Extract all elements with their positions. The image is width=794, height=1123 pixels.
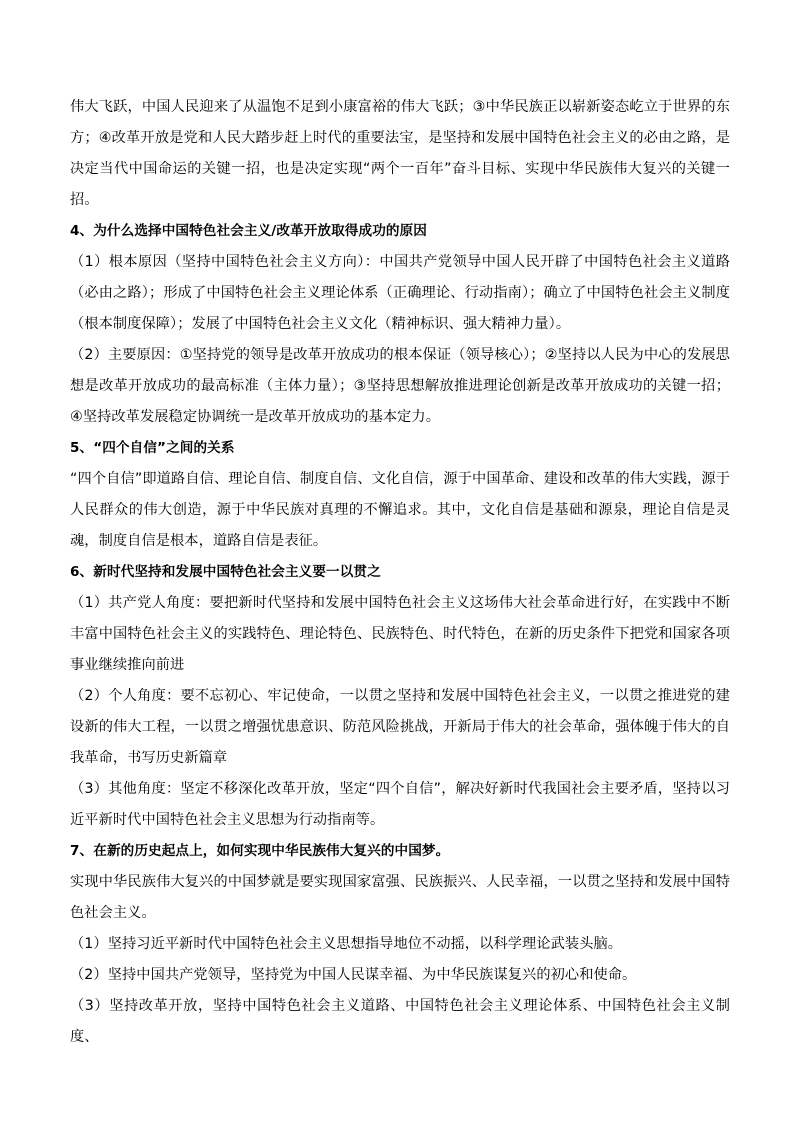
body-paragraph: （3）其他角度：坚定不移深化改革开放，坚定“四个自信”，解决好新时代我国社会主要矛盾，坚持以习近平新时代中国特色社会主义思想为行动指南等。 (70, 781, 730, 828)
section-heading-5: 5、“四个自信”之间的关系 (70, 440, 235, 456)
section-heading-4: 4、为什么选择中国特色社会主义/改革开放取得成功的原因 (70, 223, 427, 239)
body-paragraph: “四个自信”即道路自信、理论自信、制度自信、文化自信，源于中国革命、建设和改革的伟大实践，源于人民群众的伟大创造，源于中华民族对真理的不懈追求。其中，文化自信是基础和源泉，理论自信是灵魂，制度自信是根本，道路自信是表征。 (70, 471, 730, 549)
section-heading-7: 7、在新的历史起点上，如何实现中华民族伟大复兴的中国梦。 (70, 843, 450, 859)
body-paragraph: 实现中华民族伟大复兴的中国梦就是要实现国家富强、民族振兴、人民幸福，一以贯之坚持和发展中国特色社会主义。 (70, 874, 730, 921)
body-paragraph: （2）主要原因：①坚持党的领导是改革开放成功的根本保证（领导核心）；②坚持以人民为中心的发展思想是改革开放成功的最高标准（主体力量）；③坚持思想解放推进理论创新是改革开放成功的关键一招；④坚持改革发展稳定协调统一是改革开放成功的基本定力。 (70, 347, 730, 425)
section-heading-6: 6、新时代坚持和发展中国特色社会主义要一以贯之 (70, 564, 381, 580)
body-paragraph: （2）坚持中国共产党领导，坚持党为中国人民谋幸福、为中华民族谋复兴的初心和使命。 (70, 967, 637, 983)
body-paragraph: （2）个人角度：要不忘初心、牢记使命，一以贯之坚持和发展中国特色社会主义，一以贯之推进党的建设新的伟大工程，一以贯之增强忧患意识、防范风险挑战，开新局于伟大的社会革命，强体魄于伟大的自我革命，书写历史新篇章 (70, 688, 730, 766)
body-paragraph: （1）共产党人角度：要把新时代坚持和发展中国特色社会主义这场伟大社会革命进行好，在实践中不断丰富中国特色社会主义的实践特色、理论特色、民族特色、时代特色，在新的历史条件下把党和国家各项事业继续推向前进 (70, 595, 730, 673)
body-paragraph: （3）坚持改革开放，坚持中国特色社会主义道路、中国特色社会主义理论体系、中国特色社会主义制度、 (70, 998, 730, 1045)
body-paragraph: （1）根本原因（坚持中国特色社会主义方向）：中国共产党领导中国人民开辟了中国特色社会主义道路（必由之路）；形成了中国特色社会主义理论体系（正确理论、行动指南）；确立了中国特色社会主义制度（根本制度保障）；发展了中国特色社会主义文化（精神标识、强大精神力量）。 (70, 254, 730, 332)
document-page (70, 92, 730, 1053)
body-paragraph: 伟大飞跃，中国人民迎来了从温饱不足到小康富裕的伟大飞跃；③中华民族正以崭新姿态屹立于世界的东方；④改革开放是党和人民大踏步赶上时代的重要法宝，是坚持和发展中国特色社会主义的必由之路，是决定当代中国命运的关键一招，也是决定实现“两个一百年”奋斗目标、实现中华民族伟大复兴的关键一招。 (70, 99, 730, 208)
body-paragraph: （1）坚持习近平新时代中国特色社会主义思想指导地位不动摇，以科学理论武装头脑。 (70, 936, 623, 952)
